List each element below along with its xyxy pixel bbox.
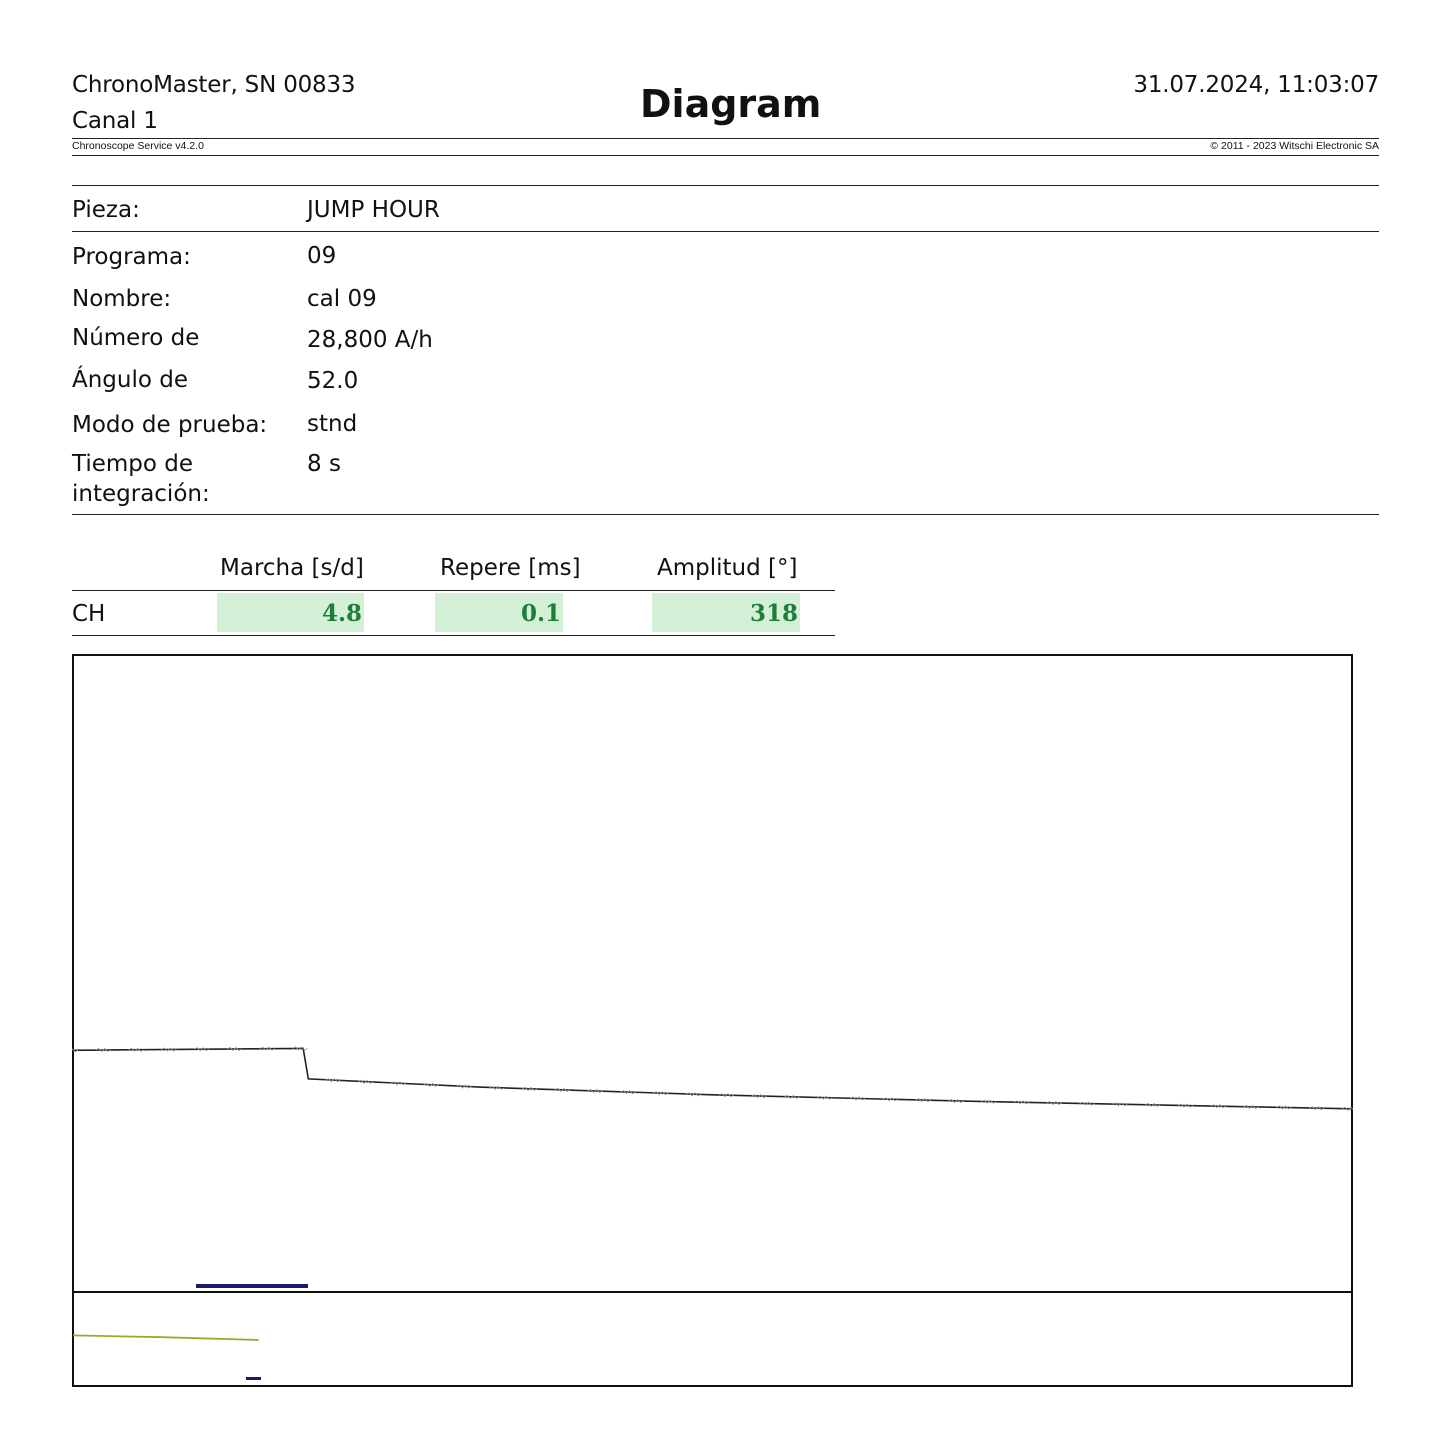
channel-label: Canal 1 [72,108,158,134]
page-title: Diagram [640,82,822,126]
piece-label: Pieza: [72,197,140,223]
lower-marker-bar [246,1377,261,1380]
col-head-rate: Marcha [s/d] [220,555,364,581]
field-value-lift-angle: 52.0 [307,368,359,394]
field-label-test-mode: Modo de prueba: [72,412,268,438]
header-rule-bottom [72,155,1379,156]
field-label-name: Nombre: [72,286,172,312]
software-version: Chronoscope Service v4.2.0 [72,140,204,152]
field-value-program: 09 [307,243,337,269]
results-rule-bottom [72,635,835,636]
info-rule-mid [72,231,1379,232]
field-value-beat-number: 28,800 A/h [307,327,433,353]
piece-value: JUMP HOUR [307,197,440,223]
field-label-lift-angle: Ángulo de [72,367,189,393]
info-rule-bottom [72,514,1379,515]
field-value-name: cal 09 [307,286,377,312]
info-rule-top [72,185,1379,186]
col-head-beat-error: Repere [ms] [440,555,581,581]
col-head-amplitude: Amplitud [°] [657,555,798,581]
header-rule-top [72,138,1379,139]
field-label-program: Programa: [72,244,191,270]
beat-error-value: 0.1 [435,593,563,632]
chart-frame [73,655,1352,1386]
field-label-beat-number: Número de [72,325,200,351]
copyright: © 2011 - 2023 Witschi Electronic SA [1210,140,1379,152]
upper-marker-bar [196,1284,308,1288]
rate-value: 4.8 [217,593,364,632]
field-value-test-mode: stnd [307,411,358,437]
results-rule-top [72,590,835,591]
diagram-chart [72,654,1353,1387]
field-label-integration-time: Tiempo de integración: [72,451,210,507]
amplitude-value: 318 [652,593,800,632]
field-value-integration-time: 8 s [307,451,341,477]
report-datetime: 31.07.2024, 11:03:07 [1133,72,1379,98]
device-name: ChronoMaster, SN 00833 [72,72,356,98]
results-row-label: CH [72,601,106,627]
